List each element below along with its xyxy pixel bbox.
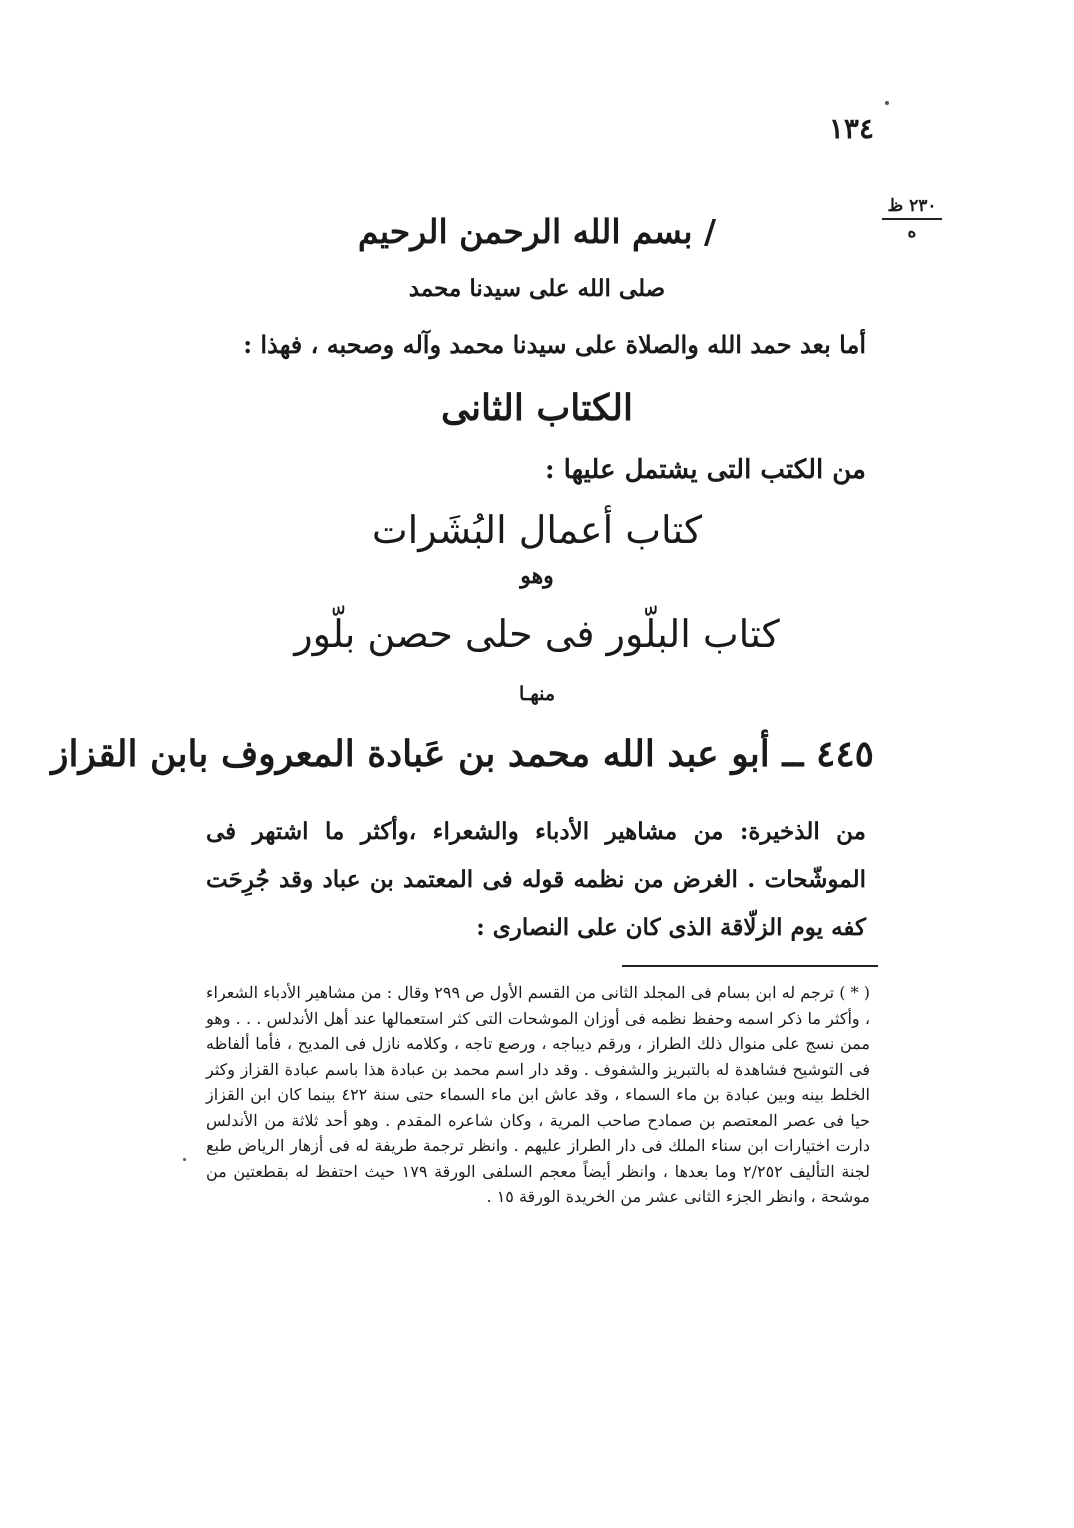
connector-line: وهو xyxy=(520,563,554,589)
books-included-line: من الكتب التى يشتمل عليها : xyxy=(545,455,866,485)
folio-leaf-number: ٢٣٠ ظ xyxy=(882,196,942,220)
work-title: كتاب أعمال البُشَرات xyxy=(371,508,703,552)
section-marker: منهـا xyxy=(518,683,556,705)
basmala: / بسم الله الرحمن الرحيم xyxy=(357,212,717,251)
folio-sub-marker: ه xyxy=(907,222,917,242)
scan-speck xyxy=(183,1158,186,1161)
footnote-text: ( * ) ترجم له ابن بسام فى المجلد الثانى من القسم الأول ص ٢٩٩ وقال : من مشاهير الأدباء الشعراء ، وأكثر ما ذكر اسمه وحفظ نظمه فى أوزان الموشحات التى كثر استعمالها عند أهل الأندلس . . . وهو ممن نسج على منوال ذلك الطراز ، ورقم ديباجه ، ورصع تاجه ، وكلامه نازل فى المديح ، فأما ألفاظه فى التوشيح فشاهدة له بالتبريز والشفوف . وقد دار اسم محمد بن عبادة هذا باسم عبادة القزاز وكثر الخلط بينه وبين عبادة بن ماء السماء ، وقد عاش ابن ماء السماء حتى سنة ٤٢٢ بينما كان ابن القزاز حيا فى عصر المعتصم بن صمادح صاحب المرية ، وكان شاعره المقدم . وهو أحد ثلاثة من الأندلس دارت اختيارات ابن سناء الملك فى دار الطراز عليهم . وانظر ترجمة طريفة له فى أزهار الرياض طبع لجنة التأليف ٢/٢٥٢ وما بعدها ، وانظر أيضاً معجم السلفى الورقة ١٧٩ حيث احتفظ له بقطعتين من موشحة ، وانظر الجزء الثانى عشر من الخريدة الورقة ١٥ . xyxy=(206,983,871,1206)
book-title: الكتاب الثانى xyxy=(441,387,633,429)
page-number: ١٣٤ xyxy=(828,112,874,145)
entry-body-text: من الذخيرة: من مشاهير الأدباء والشعراء ،وأكثر ما اشتهر فى الموشّحات . الغرض من نظمه قوله فى المعتمد بن عباد وقد جُرِحَت كفه يوم الزلّاقة الذى كان على النصارى : xyxy=(206,818,866,941)
alternate-work-title: كتاب البلّور فى حلى حصن بلّور xyxy=(294,612,780,656)
intro-line: أما بعد حمد الله والصلاة على سيدنا محمد وآله وصحبه ، فهذا : xyxy=(243,330,866,359)
footnote-divider xyxy=(622,965,878,967)
scan-speck xyxy=(885,101,889,105)
entry-heading: ٤٤٥ ــ أبو عبد الله محمد بن عَبادة المعروف بابن القزاز xyxy=(51,733,874,775)
salutation: صلى الله على سيدنا محمد xyxy=(408,275,666,302)
